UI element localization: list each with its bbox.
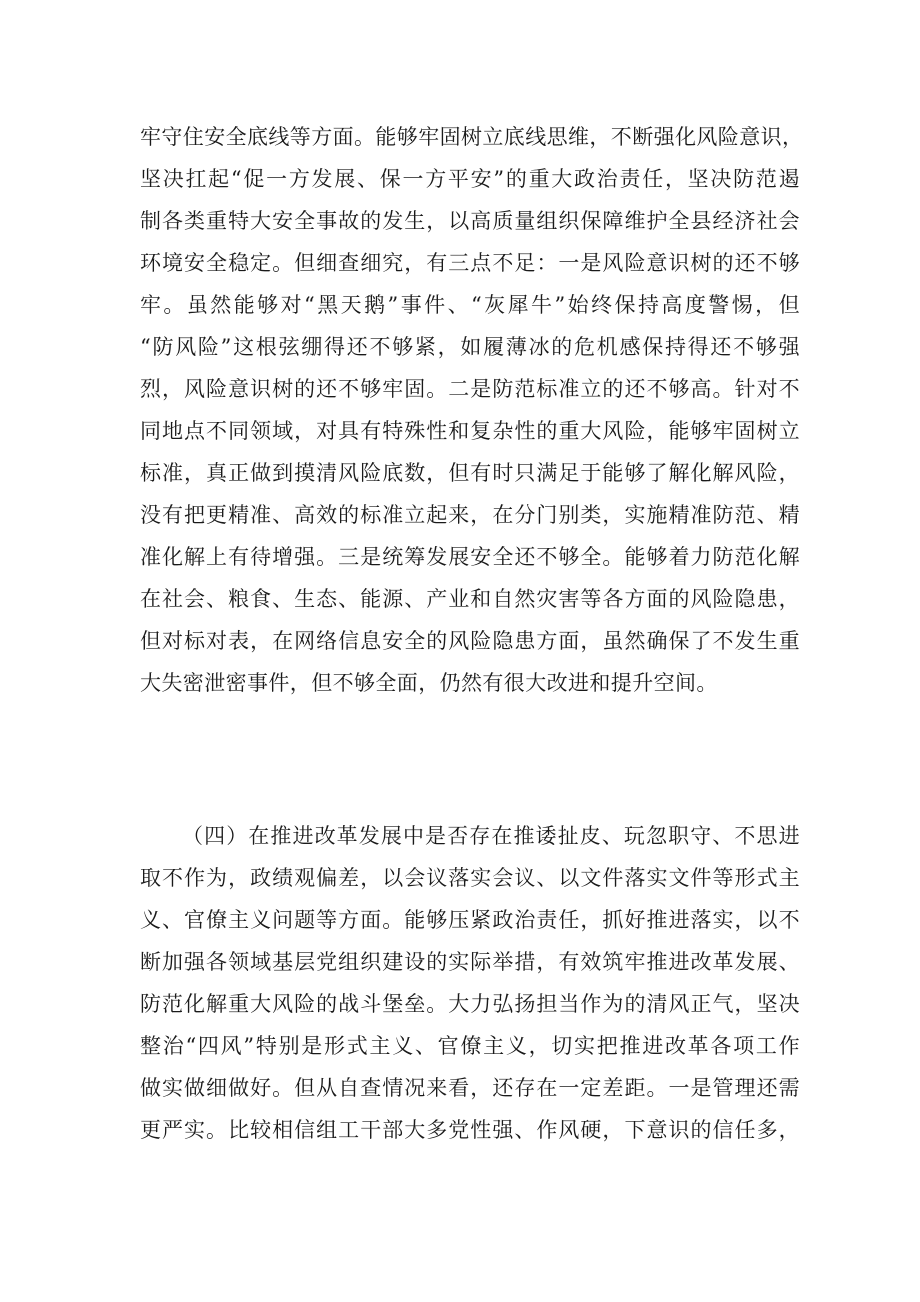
paragraph-reform-development bbox=[140, 815, 800, 1151]
text-line: 断加强各领域基层党组织建设的实际举措，有效筑牢推进改革发展、 bbox=[140, 950, 800, 974]
section-heading-line: （四）在推进改革发展中是否存在推诿扯皮、玩忽职守、不思进 bbox=[182, 824, 800, 848]
text-line: 同地点不同领域，对具有特殊性和复杂性的重大风险，能够牢固树立 bbox=[140, 419, 800, 443]
text-line: 防范化解重大风险的战斗堡垒。大力弘扬担当作为的清风正气，坚决 bbox=[140, 992, 800, 1016]
text-line: 坚决扛起“促一方发展、保一方平安”的重大政治责任，坚决防范遏 bbox=[140, 167, 800, 191]
text-line: 但对标对表，在网络信息安全的风险隐患方面，虽然确保了不发生重 bbox=[140, 629, 800, 653]
paragraph-risk-prevention bbox=[140, 116, 804, 704]
text-line: 整治“四风”特别是形式主义、官僚主义，切实把推进改革各项工作 bbox=[140, 1034, 800, 1058]
text-line: 更严实。比较相信组工干部大多党性强、作风硬，下意识的信任多， bbox=[140, 1118, 800, 1142]
text-line: 准化解上有待增强。三是统筹发展安全还不够全。能够着力防范化解 bbox=[140, 545, 800, 569]
text-line: 大失密泄密事件，但不够全面，仍然有很大改进和提升空间。 bbox=[140, 671, 718, 695]
text-line: 环境安全稳定。但细查细究，有三点不足：一是风险意识树的还不够 bbox=[140, 251, 800, 275]
text-line: 做实做细做好。但从自查情况来看，还存在一定差距。一是管理还需 bbox=[140, 1076, 800, 1100]
text-line: “防风险”这根弦绷得还不够紧，如履薄冰的危机感保持得还不够强 bbox=[140, 335, 800, 359]
text-line: 在社会、粮食、生态、能源、产业和自然灾害等各方面的风险隐患， bbox=[140, 587, 800, 611]
text-line: 义、官僚主义问题等方面。能够压紧政治责任，抓好推进落实，以不 bbox=[140, 908, 800, 932]
text-line: 制各类重特大安全事故的发生，以高质量组织保障维护全县经济社会 bbox=[140, 209, 800, 233]
text-line: 牢。虽然能够对“黑天鹅”事件、“灰犀牛”始终保持高度警惕，但 bbox=[140, 293, 800, 317]
text-line: 没有把更精准、高效的标准立起来，在分门别类，实施精准防范、精 bbox=[140, 503, 800, 527]
text-line: 烈，风险意识树的还不够牢固。二是防范标准立的还不够高。针对不 bbox=[140, 377, 800, 401]
text-line: 牢守住安全底线等方面。能够牢固树立底线思维，不断强化风险意识， bbox=[140, 125, 804, 149]
text-line: 标准，真正做到摸清风险底数，但有时只满足于能够了解化解风险， bbox=[140, 461, 800, 485]
text-line: 取不作为，政绩观偏差，以会议落实会议、以文件落实文件等形式主 bbox=[140, 866, 800, 890]
